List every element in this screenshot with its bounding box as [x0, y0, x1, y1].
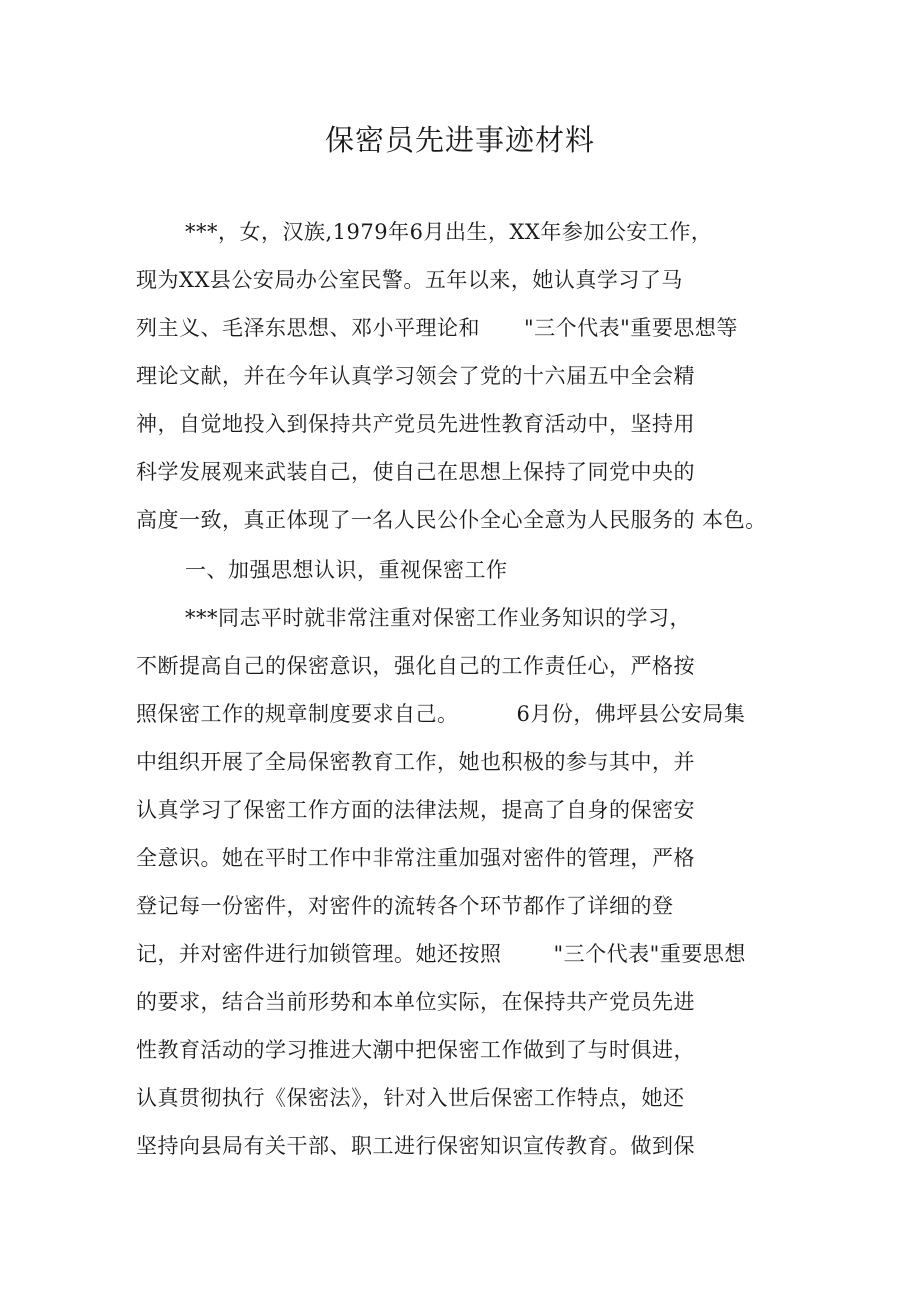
paragraph-line-10-part-b: 6月份，佛坪县公安局集	[516, 702, 746, 726]
paragraph-line-19: 坚持向县局有关干部、职工进行保密知识宣传教育。做到保	[136, 1134, 695, 1158]
paragraph-line-3	[136, 314, 738, 342]
paragraph-line-15	[136, 940, 746, 968]
paragraph-line-8: ***同志平时就非常注重对保密工作业务知识的学习，	[185, 606, 691, 630]
paragraph-line-2: 现为XX县公安局办公室民警。五年以来，她认真学习了马	[136, 268, 683, 292]
paragraph-line-6: 科学发展观来武装自己，使自己在思想上保持了同党中央的	[136, 460, 695, 484]
paragraph-line-10-part-a: 照保密工作的规章制度要求自己。	[136, 702, 459, 726]
paragraph-line-13: 全意识。她在平时工作中非常注重加强对密件的管理，严格	[136, 846, 695, 870]
paragraph-line-5: 神，自觉地投入到保持共产党员先进性教育活动中，坚持用	[136, 412, 695, 436]
paragraph-line-15-part-b: "三个代表"重要思想	[553, 942, 746, 966]
paragraph-line-1: ***，女，汉族,1979年6月出生，XX年参加公安工作，	[185, 220, 713, 244]
paragraph-line-10	[136, 700, 745, 728]
paragraph-line-9: 不断提高自己的保密意识，强化自己的工作责任心，严格按	[136, 654, 695, 678]
paragraph-line-3-part-a: 列主义、毛泽东思想、邓小平理论和	[136, 316, 480, 340]
paragraph-line-3-part-b: "三个代表"重要思想等	[524, 316, 738, 340]
section-heading-1: 一、加强思想认识，重视保密工作	[185, 558, 508, 582]
paragraph-line-16: 的要求，结合当前形势和本单位实际，在保持共产党员先进	[136, 990, 695, 1014]
paragraph-line-15-part-a: 记，并对密件进行加锁管理。她还按照	[136, 942, 502, 966]
paragraph-line-18: 认真贯彻执行《保密法》，针对入世后保密工作特点，她还	[136, 1086, 685, 1110]
paragraph-line-17: 性教育活动的学习推进大潮中把保密工作做到了与时俱进，	[136, 1038, 695, 1062]
paragraph-line-4: 理论文献，并在今年认真学习领会了党的十六届五中全会精	[136, 364, 695, 388]
paragraph-line-7: 高度一致，真正体现了一名人民公仆全心全意为人民服务的 本色。	[136, 508, 767, 532]
paragraph-line-11: 中组织开展了全局保密教育工作，她也积极的参与其中，并	[136, 750, 695, 774]
paragraph-line-12: 认真学习了保密工作方面的法律法规，提高了自身的保密安	[136, 798, 695, 822]
document-title: 保密员先进事迹材料	[324, 123, 595, 157]
paragraph-line-14: 登记每一份密件，对密件的流转各个环节都作了详细的登	[136, 894, 674, 918]
